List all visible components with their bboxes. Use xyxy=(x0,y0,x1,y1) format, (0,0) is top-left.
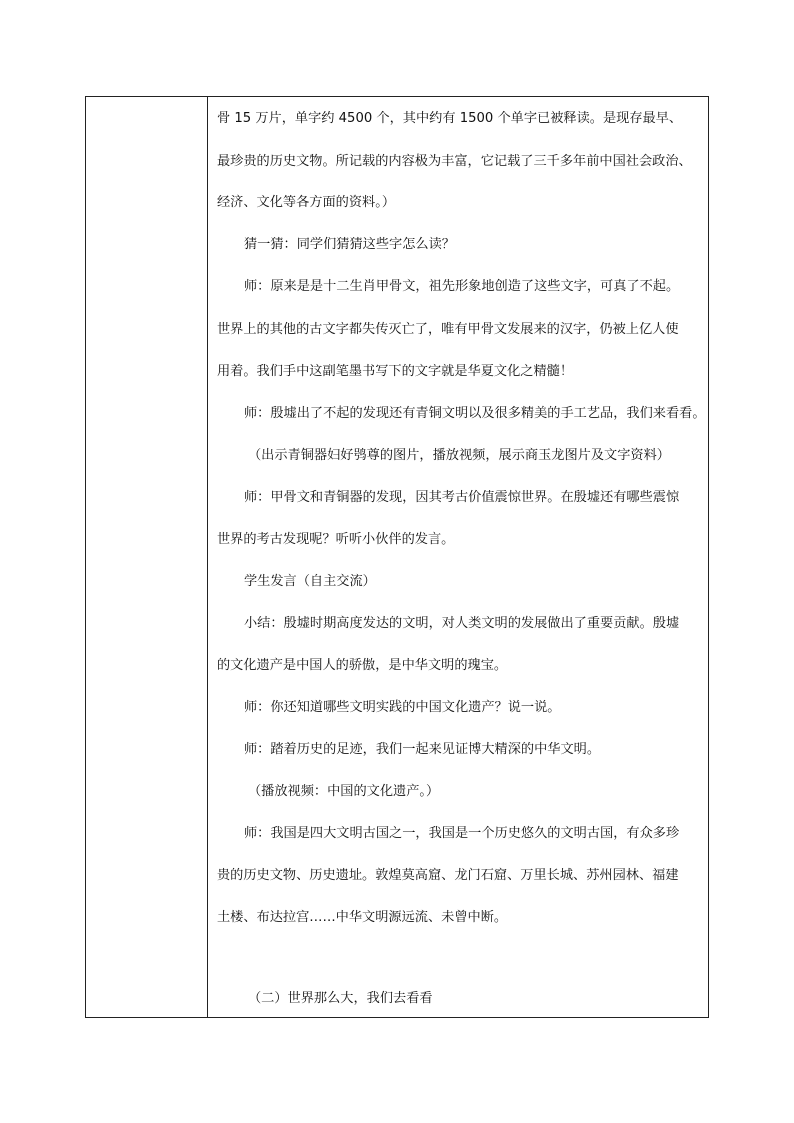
text-line: 师：你还知道哪些文明实践的中国文化遗产？说一说。 xyxy=(244,700,561,715)
text-line: 骨 15 万片，单字约 4500 个，其中约有 1500 个单字已被释读。是现存最早、 xyxy=(217,111,683,126)
text-line: 师：殷墟出了不起的发现还有青铜文明以及很多精美的手工艺品，我们来看看。 xyxy=(244,406,706,421)
text-line: 用着。我们手中这副笔墨书写下的文字就是华夏文化之精髓！ xyxy=(217,364,574,379)
text-line: 世界的考古发现呢？听听小伙伴的发言。 xyxy=(217,532,455,547)
lesson-table xyxy=(85,96,709,1018)
text-line: （播放视频：中国的文化遗产。） xyxy=(248,784,440,799)
text-line: 学生发言（自主交流） xyxy=(244,574,376,589)
text-line: 土楼、布达拉宫……中华文明源远流、未曾中断。 xyxy=(217,910,508,925)
text-line: 贵的历史文物、历史遗址。敦煌莫高窟、龙门石窟、万里长城、苏州园林、福建 xyxy=(217,868,679,883)
text-line: 世界上的其他的古文字都失传灭亡了，唯有甲骨文发展来的汉字，仍被上亿人使 xyxy=(217,322,679,337)
text-line: 的文化遗产是中国人的骄傲，是中华文明的瑰宝。 xyxy=(217,658,508,673)
text-line: 师：踏着历史的足迹，我们一起来见证博大精深的中华文明。 xyxy=(244,742,601,757)
section-heading: （二）世界那么大，我们去看看 xyxy=(248,991,433,1006)
text-line: 经济、文化等各方面的资料。） xyxy=(217,195,396,210)
left-column-cell xyxy=(86,97,208,1017)
text-line: 师：原来是是十二生肖甲骨文，祖先形象地创造了这些文字，可真了不起。 xyxy=(244,279,680,294)
text-line: 猜一猜：同学们猜猜这些字怎么读？ xyxy=(244,237,455,252)
text-line: 师：甲骨文和青铜器的发现，因其考古价值震惊世界。在殷墟还有哪些震惊 xyxy=(244,490,680,505)
text-line: （出示青铜器妇好鸮尊的图片，播放视频，展示商玉龙图片及文字资料） xyxy=(248,448,670,463)
text-line: 师：我国是四大文明古国之一，我国是一个历史悠久的文明古国，有众多珍 xyxy=(244,826,680,841)
text-line: 最珍贵的历史文物。所记载的内容极为丰富，它记载了三千多年前中国社会政治、 xyxy=(217,154,692,169)
right-column-cell xyxy=(208,97,708,1017)
text-line: 小结：殷墟时期高度发达的文明，对人类文明的发展做出了重要贡献。殷墟 xyxy=(244,616,680,631)
